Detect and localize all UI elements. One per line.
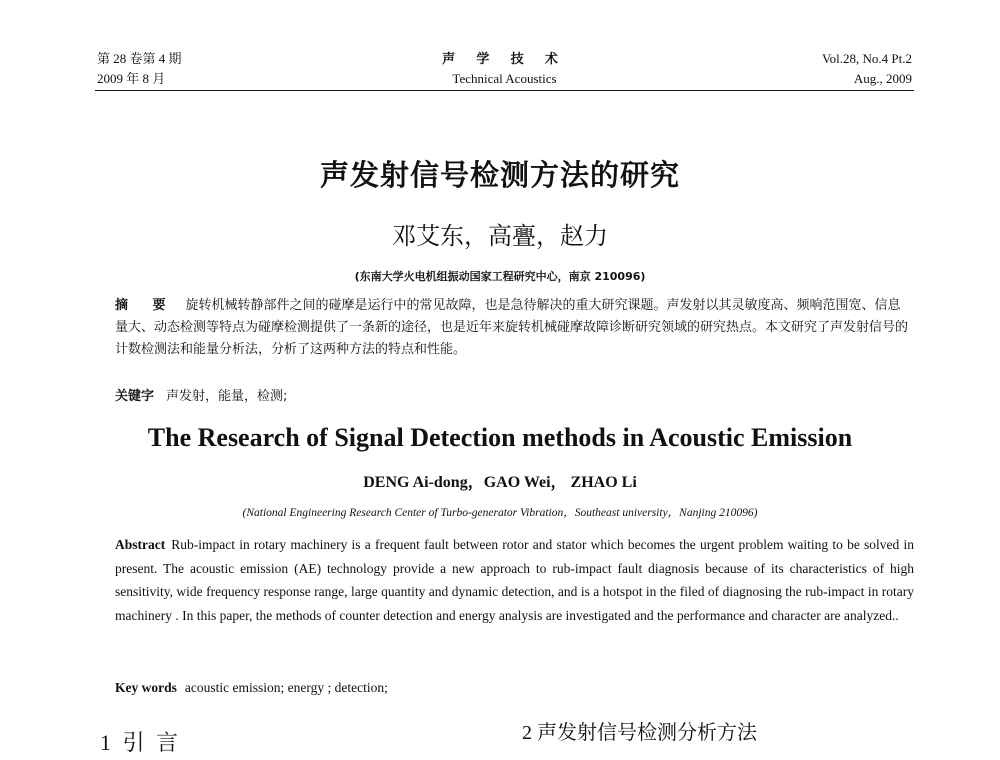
keywords-en xyxy=(115,680,388,696)
keywords-cn-text: 声发射，能量，检测; xyxy=(166,389,288,404)
abstract-en-label: Abstract xyxy=(115,537,166,552)
abstract-en-text: Rub-impact in rotary machinery is a frequent fault between rotor and stator which becomes the urgent problem waiting to be solved in present. The acoustic emission (AE) technology provide a new approach to rub-impact fault diagnosis because of its characteristics of high sensitivity, wide frequency response range, large quantity and dynamic detection, and is a hotspot in the filed of diagnosing the rub-impact in rotary machinery . In this paper, the methods of counter detection and energy analysis are investigated and the performance and character are analyzed.. xyxy=(115,537,914,623)
affiliation-en: (National Engineering Research Center of Turbo-generator Vibration，Southeast university，Nanjing 210096) xyxy=(242,507,758,519)
volume-cn: 第 28 卷第 4 期 xyxy=(97,51,182,66)
volume-en: Vol.28, No.4 Pt.2 xyxy=(821,51,912,66)
abstract-cn-text: 旋转机械转静部件之间的碰摩是运行中的常见故障，也是急待解决的重大研究课题。声发射以其灵敏度高、频响范围宽、信息量大、动态检测等特点为碰摩检测提供了一条新的途径，也是近年来旋转机械碰摩故障诊断研究领域的研究热点。本文研究了声发射信号的计数检测法和能量分析法，分析了这两种方法的特点和性能。 xyxy=(115,298,909,357)
paper-title-cn: 声发射信号检测方法的研究 xyxy=(319,158,680,192)
date-cn: 2009 年 8 月 xyxy=(97,71,166,86)
paper-title-en: The Research of Signal Detection methods in Acoustic Emission xyxy=(147,423,853,452)
journal-name-cn: 声 学 技 术 xyxy=(442,51,567,66)
abstract-en xyxy=(115,533,914,627)
keywords-cn xyxy=(115,385,287,404)
journal-name-en: Technical Acoustics xyxy=(452,71,557,86)
keywords-cn-label: 关键字 xyxy=(115,389,155,404)
section-heading-methods: 2 声发射信号检测分析方法 xyxy=(522,722,757,744)
keywords-en-text: acoustic emission; energy ; detection; xyxy=(184,680,388,695)
abstract-cn-label: 摘 要 xyxy=(115,298,176,313)
header-rule xyxy=(95,90,914,91)
authors-cn: 邓艾东，高亹，赵力 xyxy=(392,224,608,250)
section-heading-introduction: 1 引 言 xyxy=(100,730,182,755)
affiliation-cn: (东南大学火电机组振动国家工程研究中心，南京 210096) xyxy=(354,270,646,283)
authors-en: DENG Ai-dong，GAO Wei， ZHAO Li xyxy=(363,474,637,491)
date-en: Aug., 2009 xyxy=(853,71,912,86)
keywords-en-label: Key words xyxy=(115,680,177,695)
abstract-cn xyxy=(115,295,912,361)
